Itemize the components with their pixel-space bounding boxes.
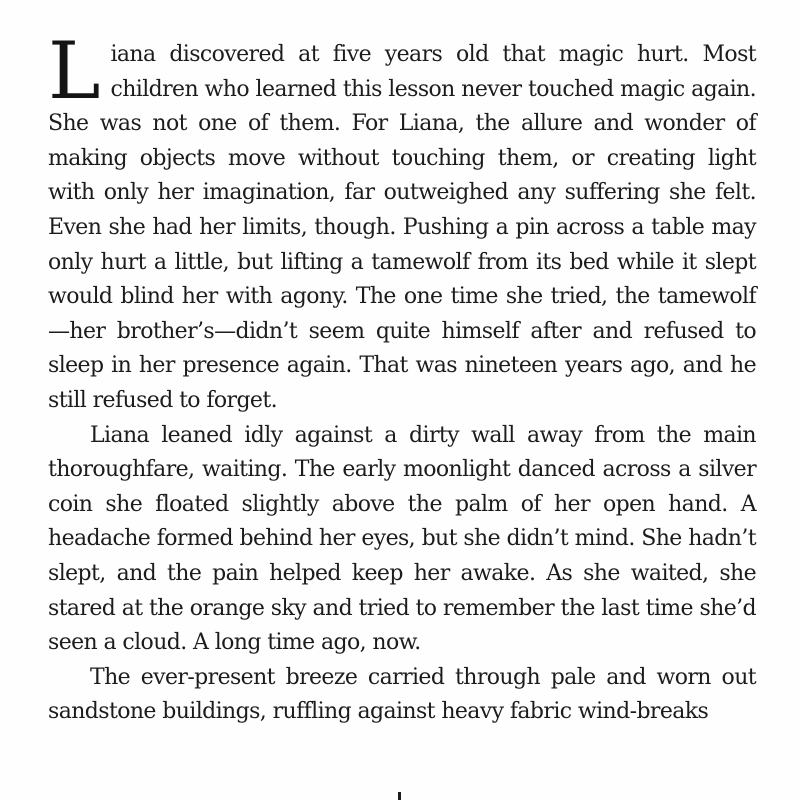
drop-cap: L [48, 25, 101, 117]
paragraph-1-text: iana discovered at five years old that magic hurt. Most children who learned this lesson never touched magic again. She was not one of them. For Liana, the allure and wonder of making objects move without touching them, or creating light with only her imagination, far outweighed any suffering she felt. Even she had her limits, though. Pushing a pin across a table may only hurt a little, but lifting a tamewolf from its bed while it slept would blind her with agony. The one time she tried, the tamewolf—her brother’s—didn’t seem quite himself after and refused to sleep in her presence again. That was nineteen years ago, and he still refused to forget. [48, 42, 756, 413]
page-number-fragment [398, 792, 401, 800]
paragraph-3: The ever-present breeze carried through pale and worn out sandstone buildings, ruffling against heavy fabric wind-breaks [48, 664, 756, 725]
paragraph-2: Liana leaned idly against a dirty wall away from the main thoroughfare, waiting. The early moonlight danced across a silver coin she floated slightly above the palm of her open hand. A headache formed behind her eyes, but she didn’t mind. She hadn’t slept, and the pain helped keep her awake. As she waited, she stared at the orange sky and tried to remember the last time she’d seen a cloud. A long time ago, now. [48, 422, 756, 656]
paragraph-1 [48, 25, 756, 419]
page-body [48, 25, 756, 730]
